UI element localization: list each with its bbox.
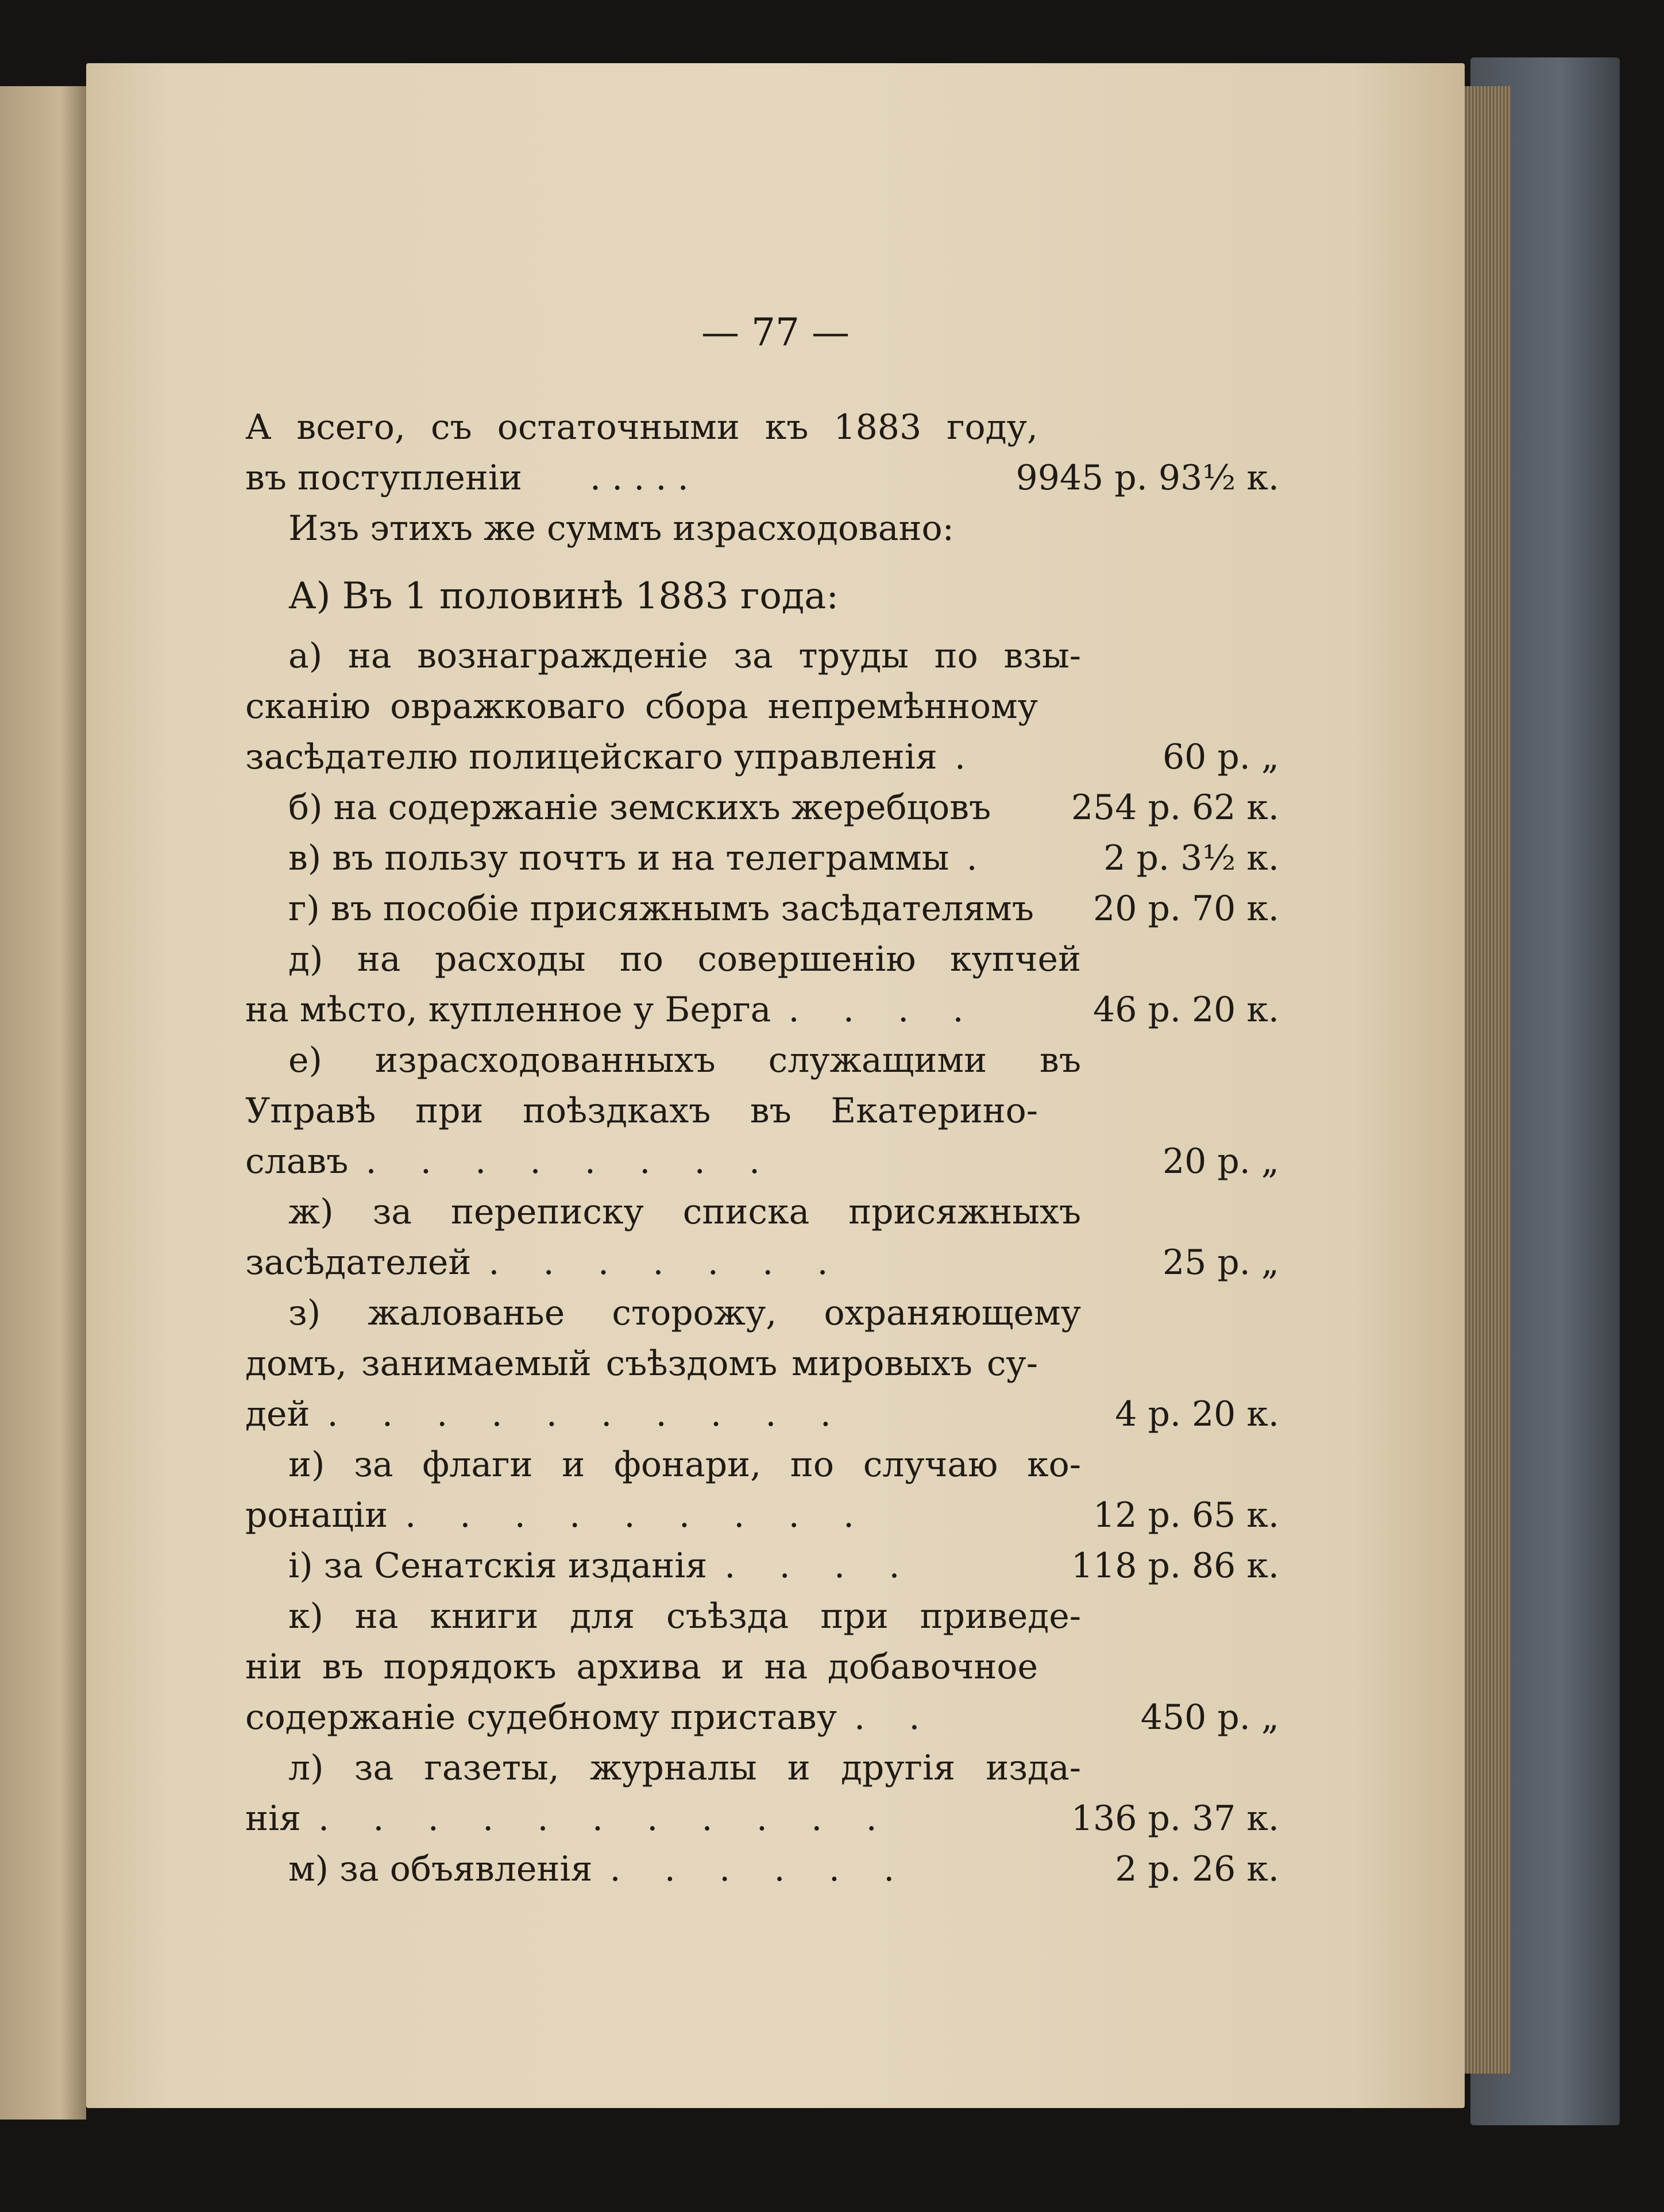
- expense-item-final-line: [245, 782, 1279, 833]
- expense-amount: 20 р. 70 к.: [1093, 889, 1279, 929]
- expense-item: [245, 934, 1279, 1035]
- expense-item-final-line: [245, 1692, 1279, 1743]
- expense-item: [245, 883, 1279, 934]
- expense-amount: 20 р. „: [1162, 1141, 1279, 1182]
- page-edges: [1459, 86, 1511, 2074]
- page-number: — 77 —: [701, 310, 850, 354]
- expense-item-final-line: [245, 883, 1279, 934]
- expense-item-text-line: е) израсходованныхъ служащими въ: [288, 1040, 1081, 1080]
- expense-item-text-line: д) на расходы по совершенію купчей: [288, 939, 1081, 979]
- dot-leader: .: [954, 737, 966, 777]
- expense-item-label: засѣдателей: [245, 1242, 472, 1283]
- dot-leader: . . . .: [788, 990, 964, 1030]
- intro-total-amount: 9945 р. 93½ к.: [1016, 458, 1279, 498]
- expense-item: [245, 1439, 1279, 1541]
- expense-item-text-line: а) на вознагражденіе за труды по взы-: [288, 636, 1081, 676]
- expense-item-text-line: ніи въ порядокъ архива и на добавочное: [245, 1647, 1038, 1687]
- expense-item-final-line: [245, 1490, 1279, 1541]
- dot-leader: . .: [854, 1697, 920, 1738]
- dot-leader: . . . . . . . .: [365, 1141, 760, 1182]
- facing-page-edge: [0, 86, 86, 2120]
- expense-item-label: в) въ пользу почтъ и на телеграммы: [288, 838, 949, 878]
- intro-line-2: [245, 453, 1279, 503]
- expense-item-label: содержаніе судебному приставу: [245, 1697, 837, 1738]
- expense-list: [245, 631, 1279, 1894]
- intro-line-2-text: въ поступленіи: [245, 458, 523, 498]
- dot-leader: . . . . . . .: [488, 1242, 828, 1283]
- expense-item-final-line: [245, 1844, 1279, 1894]
- expense-item-text-line: з) жалованье сторожу, охраняющему: [288, 1293, 1081, 1333]
- expense-amount: 60 р. „: [1162, 737, 1279, 777]
- expense-item-label: і) за Сенатскія изданія: [288, 1546, 708, 1586]
- dot-leader: . . . . . . . . .: [405, 1495, 855, 1535]
- expense-item-label: нія: [245, 1798, 302, 1839]
- expense-item-label: на мѣсто, купленное у Берга: [245, 990, 771, 1030]
- expense-amount: 4 р. 20 к.: [1115, 1394, 1279, 1434]
- expense-item: [245, 1035, 1279, 1187]
- expense-item-final-line: [245, 833, 1279, 883]
- expense-item-label: ронаціи: [245, 1495, 388, 1535]
- expense-item: [245, 1541, 1279, 1591]
- dot-leader: . . . . . . . . . . .: [318, 1798, 877, 1839]
- expense-item-final-line: [245, 1389, 1279, 1439]
- expense-item: [245, 833, 1279, 883]
- expense-amount: 2 р. 3½ к.: [1103, 838, 1279, 878]
- expense-item-label: м) за объявленія: [288, 1849, 593, 1889]
- dot-leader: .: [966, 838, 978, 878]
- expense-item-label: дей: [245, 1394, 310, 1434]
- expense-item-final-line: [245, 985, 1279, 1035]
- expense-item-label: славъ: [245, 1141, 349, 1182]
- dot-leader: . . . . . . . . . .: [327, 1394, 831, 1434]
- expense-amount: 2 р. 26 к.: [1115, 1849, 1279, 1889]
- expense-amount: 254 р. 62 к.: [1071, 787, 1279, 828]
- expense-item-text-line: Управѣ при поѣздкахъ въ Екатерино-: [245, 1091, 1038, 1131]
- expense-item-final-line: [245, 732, 1279, 782]
- expense-item: [245, 631, 1279, 782]
- expense-item: [245, 1187, 1279, 1288]
- expense-amount: 12 р. 65 к.: [1093, 1495, 1279, 1535]
- intro-line-2-leader: . . . . .: [590, 458, 689, 498]
- dot-leader: . . . . . .: [609, 1849, 895, 1889]
- expense-amount: 25 р. „: [1162, 1242, 1279, 1283]
- intro-line-1: А всего, съ остаточными къ 1883 году,: [245, 407, 1038, 447]
- expense-amount: 118 р. 86 к.: [1071, 1546, 1279, 1586]
- book-page: [86, 63, 1465, 2108]
- expense-amount: 46 р. 20 к.: [1093, 990, 1279, 1030]
- expense-item: [245, 1844, 1279, 1894]
- expense-item-label: засѣдателю полицейскаго управленія: [245, 737, 937, 777]
- expense-item-text-line: и) за флаги и фонари, по случаю ко-: [288, 1445, 1081, 1485]
- expense-item-label: б) на содержаніе земскихъ жеребцовъ: [288, 787, 991, 828]
- expense-item: [245, 1591, 1279, 1743]
- expense-amount: 450 р. „: [1140, 1697, 1279, 1738]
- dot-leader: . . . .: [724, 1546, 900, 1586]
- expense-item-text-line: сканію овражковаго сбора непремѣнному: [245, 686, 1038, 727]
- expense-item-label: г) въ пособіе присяжнымъ засѣдателямъ: [288, 889, 1034, 929]
- expense-item-text-line: л) за газеты, журналы и другія изда-: [288, 1748, 1081, 1788]
- expense-item-text-line: ж) за переписку списка присяжныхъ: [288, 1192, 1081, 1232]
- expense-item-text-line: домъ, занимаемый съѣздомъ мировыхъ су-: [245, 1344, 1038, 1384]
- expense-item-final-line: [245, 1541, 1279, 1591]
- expense-amount: 136 р. 37 к.: [1071, 1798, 1279, 1839]
- expense-item-final-line: [245, 1793, 1279, 1844]
- intro-line-3: Изъ этихъ же суммъ израсходовано:: [288, 508, 954, 549]
- expense-item-final-line: [245, 1136, 1279, 1187]
- expense-item: [245, 1288, 1279, 1439]
- section-heading: А) Въ 1 половинѣ 1883 года:: [288, 575, 839, 617]
- expense-item: [245, 1743, 1279, 1844]
- expense-item: [245, 782, 1279, 833]
- expense-item-final-line: [245, 1237, 1279, 1288]
- expense-item-text-line: к) на книги для съѣзда при приведе-: [288, 1596, 1081, 1636]
- page-content: [245, 402, 1279, 1894]
